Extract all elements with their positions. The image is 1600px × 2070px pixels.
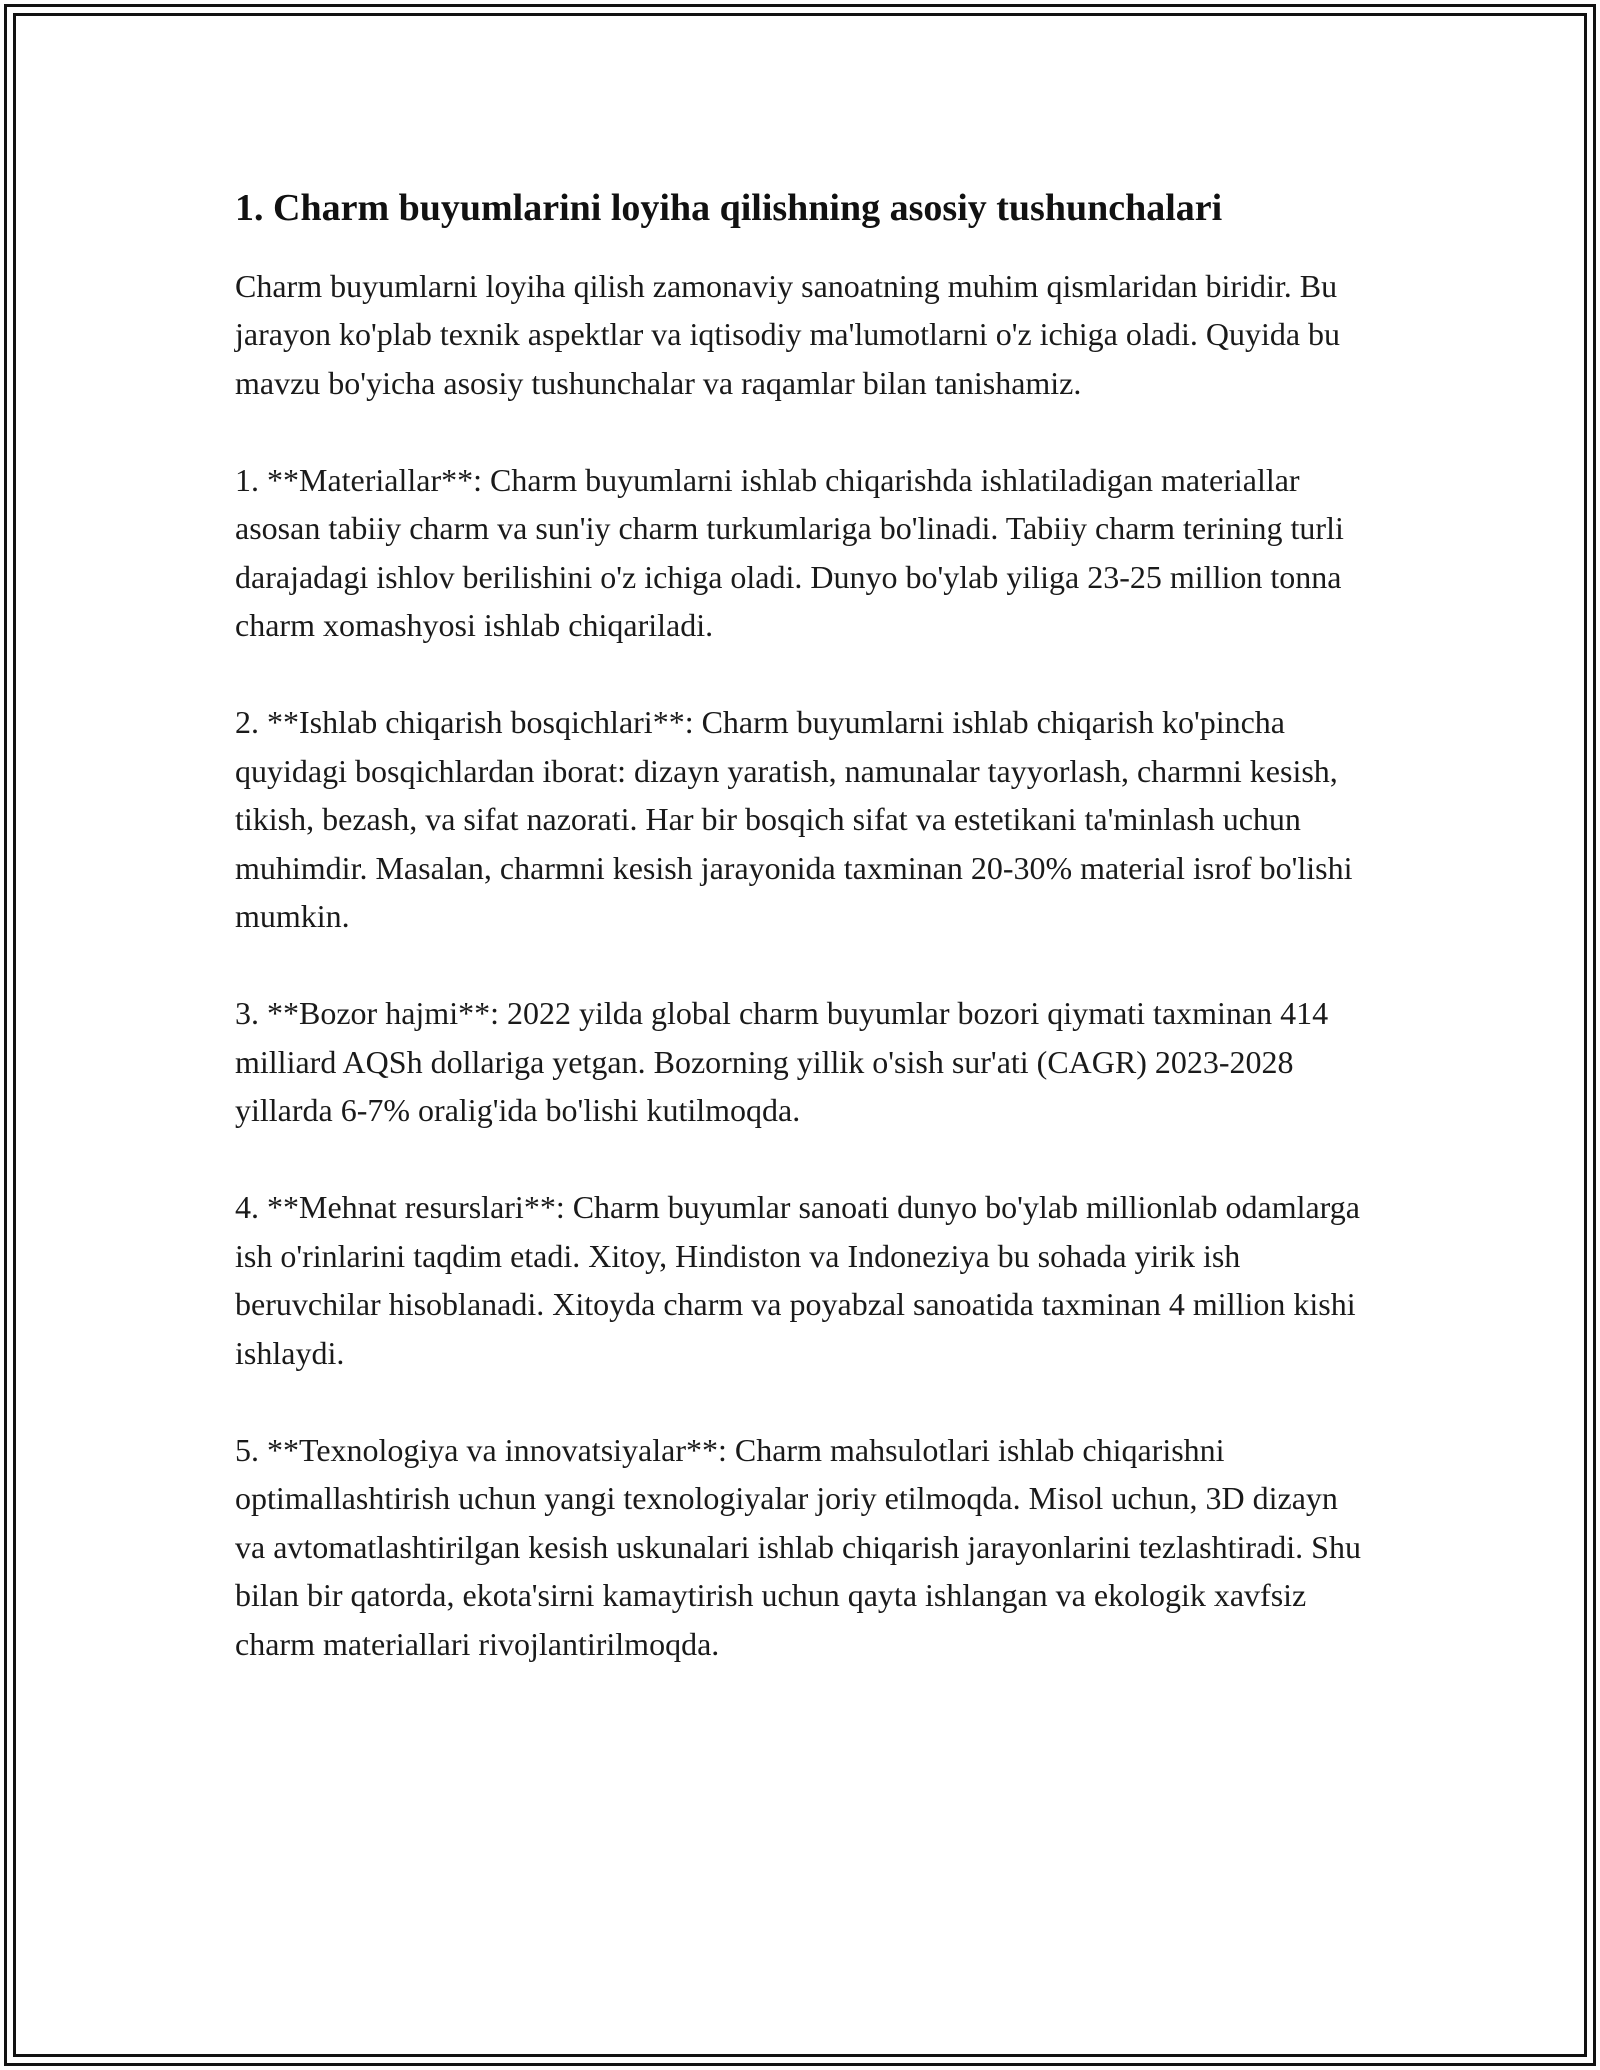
document-title: 1. Charm buyumlarini loyiha qilishning asosiy tushunchalari <box>235 187 1223 229</box>
paragraph-production-stages: 2. **Ishlab chiqarish bosqichlari**: Charm buyumlarni ishlab chiqarish ko'pincha quyidagi bosqichlardan iborat: dizayn yaratish, namunalar tayyorlash, charmni kesish, tikish, bezash, va sifat nazorati. Har bir bosqich sifat va estetikani ta'minlash uchun muhimdir. Masalan, charmni kesish jarayonida taxminan 20-30% material isrof bo'lishi mumkin. <box>235 704 1353 935</box>
paragraph-materials: 1. **Materiallar**: Charm buyumlarni ishlab chiqarishda ishlatiladigan materiallar asosan tabiiy charm va sun'iy charm turkumlariga bo'linadi. Tabiiy charm terining turli darajadagi ishlov berilishini o'z ichiga oladi. Dunyo bo'ylab yiliga 23-25 million tonna charm xomashyosi ishlab chiqariladi. <box>235 461 1344 644</box>
intro-paragraph: Charm buyumlarni loyiha qilish zamonaviy sanoatning muhim qismlaridan biridir. Bu jarayon ko'plab texnik aspektlar va iqtisodiy ma'lumotlarni o'z ichiga oladi. Quyida bu mavzu bo'yicha asosiy tushunchalar va raqamlar bilan tanishamiz. <box>235 267 1341 401</box>
paragraph-labor-resources: 4. **Mehnat resurslari**: Charm buyumlar sanoati dunyo bo'ylab millionlab odamlarga ish o'rinlarini taqdim etadi. Xitoy, Hindiston va Indoneziya bu sohada yirik ish beruvchilar hisoblanadi. Xitoyda charm va poyabzal sanoatida taxminan 4 million kishi ishlaydi. <box>235 1189 1360 1371</box>
paragraph-market-size: 3. **Bozor hajmi**: 2022 yilda global charm buyumlar bozori qiymati taxminan 414 milliard AQSh dollariga yetgan. Bozorning yillik o'sish sur'ati (CAGR) 2023-2028 yillarda 6-7% oralig'ida bo'lishi kutilmoqda. <box>235 995 1329 1129</box>
paragraph-technology: 5. **Texnologiya va innovatsiyalar**: Charm mahsulotlari ishlab chiqarishni optimallashtirish uchun yangi texnologiyalar joriy etilmoqda. Misol uchun, 3D dizayn va avtomatlashtirilgan kesish uskunalari ishlab chiqarish jarayonlarini tezlashtiradi. Shu bilan bir qatorda, ekota'sirni kamaytirish uchun qayta ishlangan va ekologik xavfsiz charm materiallari rivojlantirilmoqda. <box>235 1431 1361 1662</box>
document-body <box>235 186 1375 1717</box>
